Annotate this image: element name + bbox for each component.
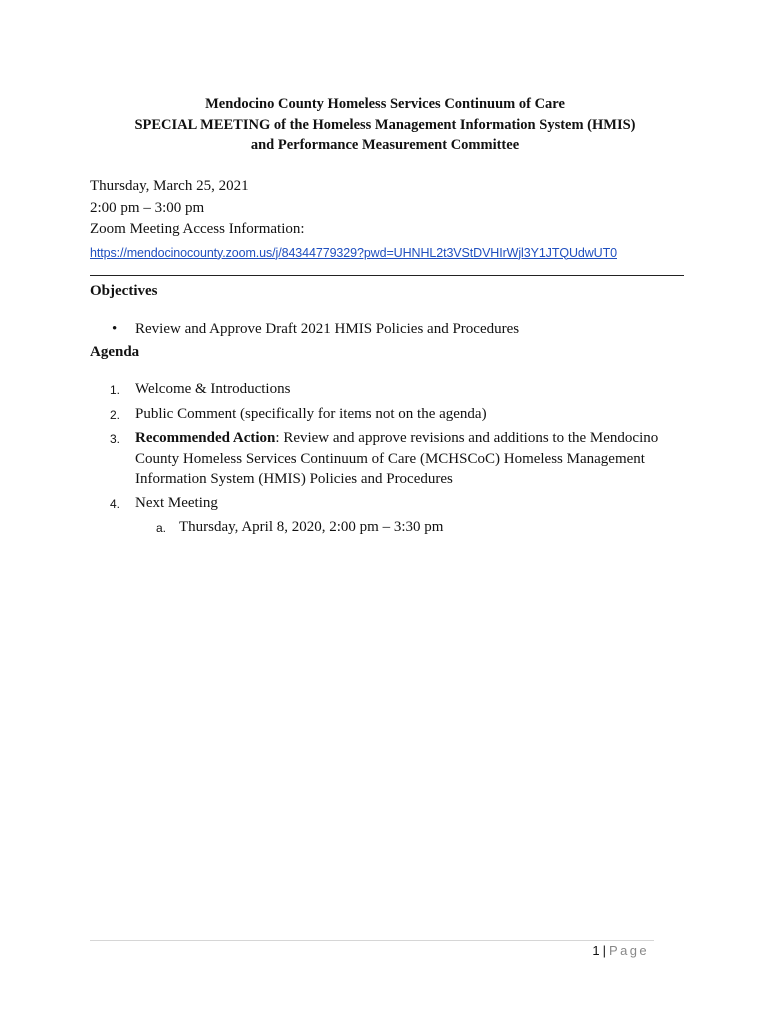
agenda-item-text: Public Comment (specifically for items not on the agenda) xyxy=(135,405,487,422)
page-label: Page xyxy=(609,943,649,958)
zoom-meeting-link[interactable]: https://mendocinocounty.zoom.us/j/84344779329?pwd=UHNHL2t3VStDVHIrWjl3Y1JTQUdwUT0 xyxy=(90,245,617,260)
horizontal-divider xyxy=(90,275,684,276)
agenda-item xyxy=(110,428,670,490)
recommended-action-text: : Review and approve revisions and additions to the Mendocino County Homeless Services Continuum of Care (MCHSCoC) Homeless Management Information System (HMIS) Policies and Procedures xyxy=(135,430,659,487)
agenda-item-text xyxy=(135,428,670,490)
zoom-access-label: Zoom Meeting Access Information: xyxy=(90,221,305,237)
agenda-item-number: 1. xyxy=(110,383,121,397)
agenda-item xyxy=(110,493,670,515)
agenda-heading: Agenda xyxy=(90,344,140,360)
header-title-line-3: and Performance Measurement Committee xyxy=(250,137,520,153)
meeting-time: 2:00 pm – 3:00 pm xyxy=(90,199,205,216)
agenda-sub-item-text: Thursday, April 8, 2020, 2:00 pm – 3:30 pm xyxy=(179,519,444,535)
agenda-item-number: 4. xyxy=(110,496,121,511)
agenda-list xyxy=(110,379,670,539)
bullet-icon: • xyxy=(112,321,118,337)
meeting-info xyxy=(90,176,617,264)
header-title-line-2: SPECIAL MEETING of the Homeless Management Information System (HMIS) xyxy=(134,116,636,133)
page-footer xyxy=(592,943,649,958)
agenda-sub-item xyxy=(156,517,670,539)
page-number: 1 xyxy=(592,943,600,958)
document-header xyxy=(0,94,770,156)
objective-item xyxy=(112,319,519,339)
objectives-list xyxy=(112,319,519,339)
objectives-heading: Objectives xyxy=(90,283,158,299)
footer-divider xyxy=(90,940,654,941)
agenda-item xyxy=(110,404,670,426)
agenda-item xyxy=(110,379,670,401)
meeting-date: Thursday, March 25, 2021 xyxy=(90,178,249,194)
agenda-item-number: 2. xyxy=(110,407,121,422)
agenda-item-text: Welcome & Introductions xyxy=(135,381,291,397)
recommended-action-label: Recommended Action xyxy=(135,430,276,446)
header-title-line-1: Mendocino County Homeless Services Continuum of Care xyxy=(205,96,565,112)
agenda-sub-item-letter: a. xyxy=(156,521,167,535)
agenda-item-text: Next Meeting xyxy=(135,494,218,511)
agenda-item-number: 3. xyxy=(110,432,121,446)
objective-text: Review and Approve Draft 2021 HMIS Policies and Procedures xyxy=(135,321,520,337)
footer-separator: | xyxy=(602,943,607,958)
